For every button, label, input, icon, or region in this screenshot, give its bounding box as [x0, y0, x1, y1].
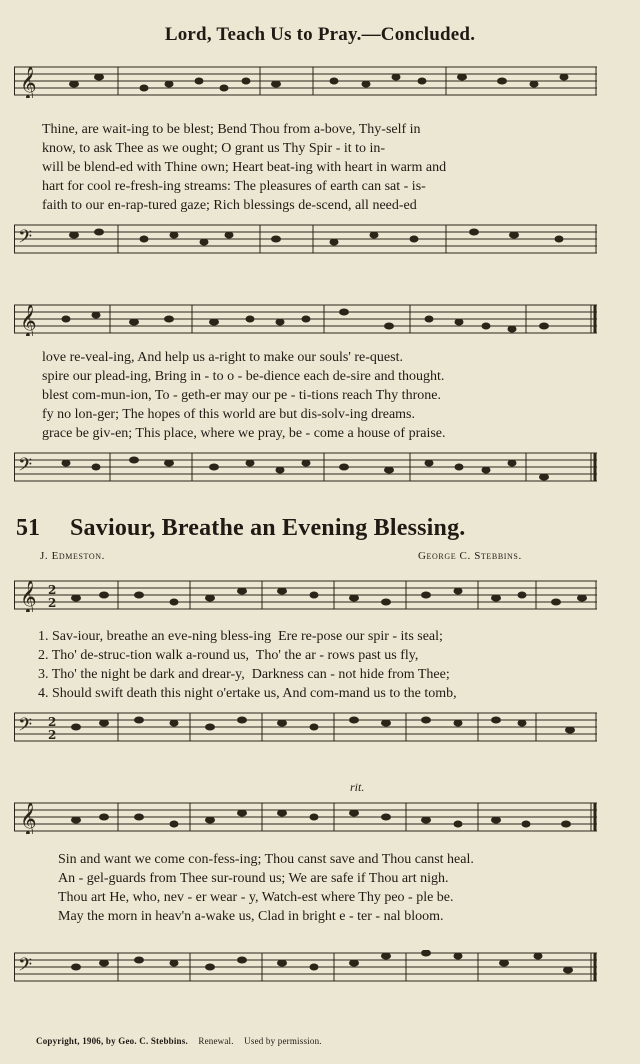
lyric-line: May the morn in heav'n a-wake us, Clad in bright e - ter - nal bloom.: [58, 909, 444, 924]
copyright-notice: Copyright, 1906, by Geo. C. Stebbins.: [36, 1036, 188, 1046]
svg-text:𝄞: 𝄞: [20, 66, 37, 98]
staff-lines: [14, 710, 597, 744]
treble-staff: [14, 578, 597, 612]
lyric-line: An - gel-guards from Thee sur-round us; We are safe if Thou art nigh.: [58, 871, 449, 886]
svg-text:𝄞: 𝄞: [20, 304, 37, 336]
treble-staff: [14, 64, 597, 98]
author-credit: J. Edmeston.: [40, 550, 105, 562]
svg-text:𝄢: 𝄢: [18, 955, 33, 980]
lyric-line: 3. Tho' the night be dark and drear-y, Darkness can - not hide from Thee;: [38, 667, 450, 682]
hymn-title: Saviour, Breathe an Evening Blessing.: [70, 515, 466, 541]
staff-lines: [14, 302, 597, 336]
svg-text:2: 2: [48, 715, 57, 729]
staff-lines: [14, 950, 597, 984]
renewal-notice: Renewal.: [198, 1036, 234, 1046]
svg-text:𝄢: 𝄢: [18, 715, 33, 740]
lyric-line: Thine, are wait-ing to be blest; Bend Thou from a-bove, Thy-self in: [42, 122, 421, 137]
lyric-line: know, to ask Thee as we ought; O grant us Thy Spir - it to in-: [42, 141, 386, 156]
lyric-line: fy no lon-ger; The hopes of this world are but dis-solv-ing dreams.: [42, 407, 416, 422]
lyric-line: Sin and want we come con-fess-ing; Thou canst save and Thou canst heal.: [58, 852, 474, 867]
bass-staff: [14, 710, 597, 744]
ritardando-mark: rit.: [350, 780, 365, 794]
staff-lines: [14, 222, 597, 256]
composer-credit: George C. Stebbins.: [418, 550, 522, 562]
svg-text:2: 2: [48, 728, 57, 742]
lyric-line: 4. Should swift death this night o'ertake us, And com-mand us to the tomb,: [38, 686, 457, 701]
lyric-line: blest com-mun-ion, To - geth-er may our pe - ti-tions reach Thy throne.: [42, 388, 441, 403]
svg-text:𝄞: 𝄞: [20, 580, 37, 612]
svg-text:𝄢: 𝄢: [18, 455, 33, 480]
bass-staff: [14, 222, 597, 256]
hymn-number: 51: [16, 515, 40, 541]
lyric-line: Thou art He, who, nev - er wear - y, Watch-est where Thy peo - ple be.: [58, 890, 454, 905]
lyric-line: faith to our en-rap-tured gaze; Rich blessings de-scend, all need-ed: [42, 198, 417, 213]
staff-lines: [14, 450, 597, 484]
staff-lines: [14, 64, 597, 98]
treble-staff: [14, 302, 597, 336]
lyric-line: grace be giv-en; This place, where we pray, be - come a house of praise.: [42, 426, 446, 441]
lyric-line: 1. Sav-iour, breathe an eve-ning bless-ing Ere re-pose our spir - its seal;: [38, 629, 443, 644]
lyric-line: love re-veal-ing, And help us a-right to make our souls' re-quest.: [42, 350, 403, 365]
bass-staff: [14, 950, 597, 984]
lyric-line: spire our plead-ing, Bring in - to o - be-dience each de-sire and thought.: [42, 369, 445, 384]
staff-lines: [14, 800, 597, 834]
section-title: Lord, Teach Us to Pray.—Concluded.: [164, 24, 476, 45]
svg-text:𝄢: 𝄢: [18, 227, 33, 252]
treble-staff: [14, 800, 597, 834]
permission-notice: Used by permission.: [244, 1036, 322, 1046]
svg-text:2: 2: [48, 583, 57, 597]
bass-staff: [14, 450, 597, 484]
lyric-line: hart for cool re-fresh-ing streams: The pleasures of earth can sat - is-: [42, 179, 426, 194]
lyric-line: will be blend-ed with Thine own; Heart beat-ing with heart in warm and: [42, 160, 447, 175]
svg-text:𝄞: 𝄞: [20, 802, 37, 834]
copyright-footer: [36, 1036, 322, 1046]
svg-text:2: 2: [48, 596, 57, 610]
lyric-line: 2. Tho' de-struc-tion walk a-round us, Tho' the ar - rows past us fly,: [38, 648, 419, 663]
staff-lines: [14, 578, 597, 612]
